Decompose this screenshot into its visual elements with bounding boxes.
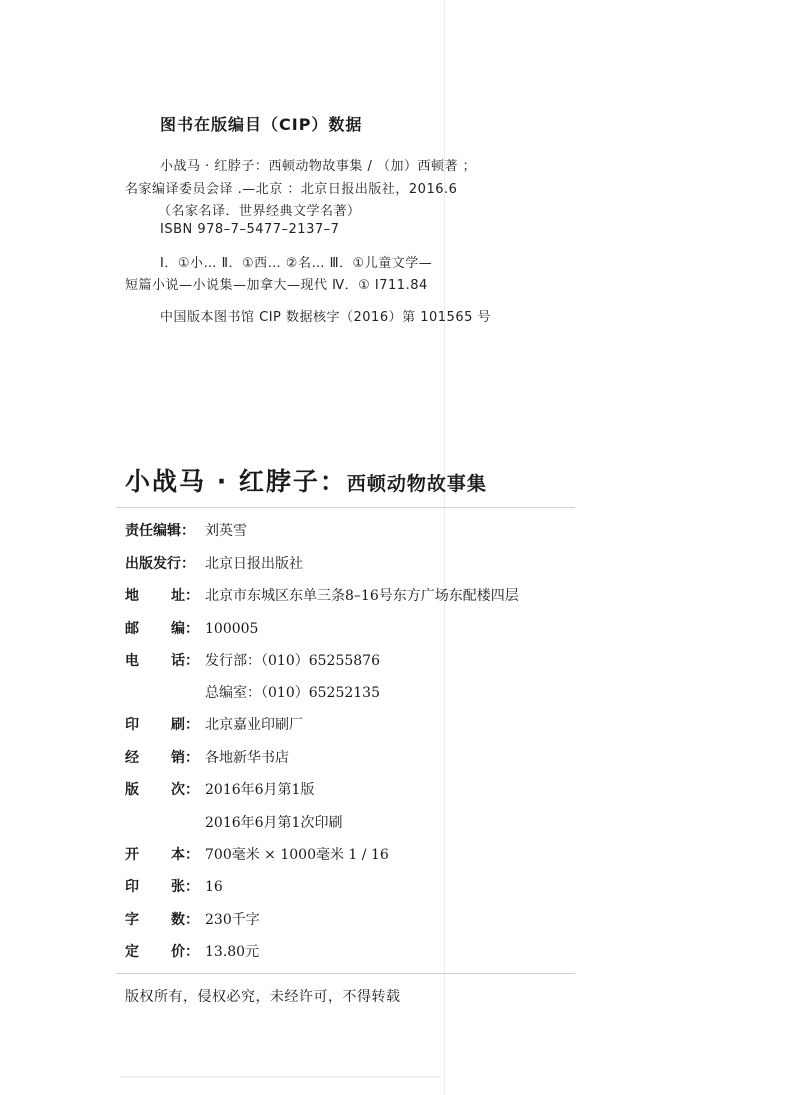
book-title-sub: 西顿动物故事集 [346,473,487,495]
distributor-label-1: 经 [125,750,139,766]
sheets-label-2: 张： [171,879,199,895]
postcode-value: 100005 [205,621,259,637]
address-label-1: 地 [125,588,139,604]
printer-label-2: 刷： [171,717,199,733]
price-label-1: 定 [125,944,139,960]
sheets-value: 16 [205,879,223,895]
cip-line-6: 短篇小说—小说集—加拿大—现代 Ⅳ．① I711.84 [125,278,428,293]
words-label-1: 字 [125,912,139,928]
printer-value: 北京嘉业印刷厂 [205,717,303,733]
postcode-label-2: 编： [171,621,199,637]
cip-line-7: 中国版本图书馆 CIP 数据核字（2016）第 101565 号 [160,310,491,325]
address-label-2: 址： [171,588,199,604]
format-label-1: 开 [125,847,139,863]
publisher-value: 北京日报出版社 [205,556,303,572]
cip-line-5: Ⅰ．①小… Ⅱ．①西… ②名… Ⅲ．①儿童文学— [160,256,433,271]
book-title-main: 小战马 · 红脖子： [125,467,347,496]
edition-value-1: 2016年6月第1版 [205,782,315,798]
edition-label-2: 次： [171,782,199,798]
cip-line-1: 小战马 · 红脖子：西顿动物故事集 / （加）西顿著 ； [160,159,477,174]
row-postcode [125,618,258,642]
words-value: 230千字 [205,912,260,928]
row-format [125,844,389,868]
row-printer [125,714,303,738]
row-price [125,941,259,965]
cip-line-4: ISBN 978–7–5477–2137–7 [160,222,340,237]
row-phone [125,650,380,674]
phone-label-1: 电 [125,653,139,669]
postcode-label-1: 邮 [125,621,139,637]
format-value: 700毫米 × 1000毫米 1 / 16 [205,847,389,863]
divider-top [116,507,575,508]
price-label-2: 价： [171,944,199,960]
rights-notice: 版权所有，侵权必究，未经许可，不得转载 [125,989,401,1005]
row-phone-2 [205,682,380,706]
distributor-label-2: 销： [171,750,199,766]
row-edition [125,779,314,803]
edition-value-2: 2016年6月第1次印刷 [205,815,343,831]
cip-heading: 图书在版编目（CIP）数据 [160,115,363,134]
row-publisher [125,553,303,577]
divider-bottom [116,973,575,974]
price-value: 13.80元 [205,944,260,960]
editor-value: 刘英雪 [205,523,247,539]
cip-line-3: （名家名译．世界经典文学名著） [158,204,361,219]
row-sheets [125,876,223,900]
row-words [125,909,260,933]
phone-value-1: 发行部：（010）65255876 [205,653,380,669]
editor-label: 责任编辑： [125,523,195,539]
row-distributor [125,747,289,771]
distributor-value: 各地新华书店 [205,750,289,766]
edition-label-1: 版 [125,782,139,798]
format-label-2: 本： [171,847,199,863]
printer-label-1: 印 [125,717,139,733]
row-address [125,585,519,609]
cip-line-2: 名家编译委员会译 .—北京 ：北京日报出版社，2016.6 [125,182,458,197]
book-title [125,462,487,498]
address-value: 北京市东城区东单三条8–16号东方广场东配楼四层 [205,588,519,604]
words-label-2: 数： [171,912,199,928]
phone-label-2: 话： [171,653,199,669]
sheets-label-1: 印 [125,879,139,895]
row-editor [125,520,247,544]
row-edition-2 [205,812,342,836]
phone-value-2: 总编室：（010）65252135 [205,685,380,701]
scan-smudge [120,1076,440,1078]
publisher-label: 出版发行： [125,556,195,572]
